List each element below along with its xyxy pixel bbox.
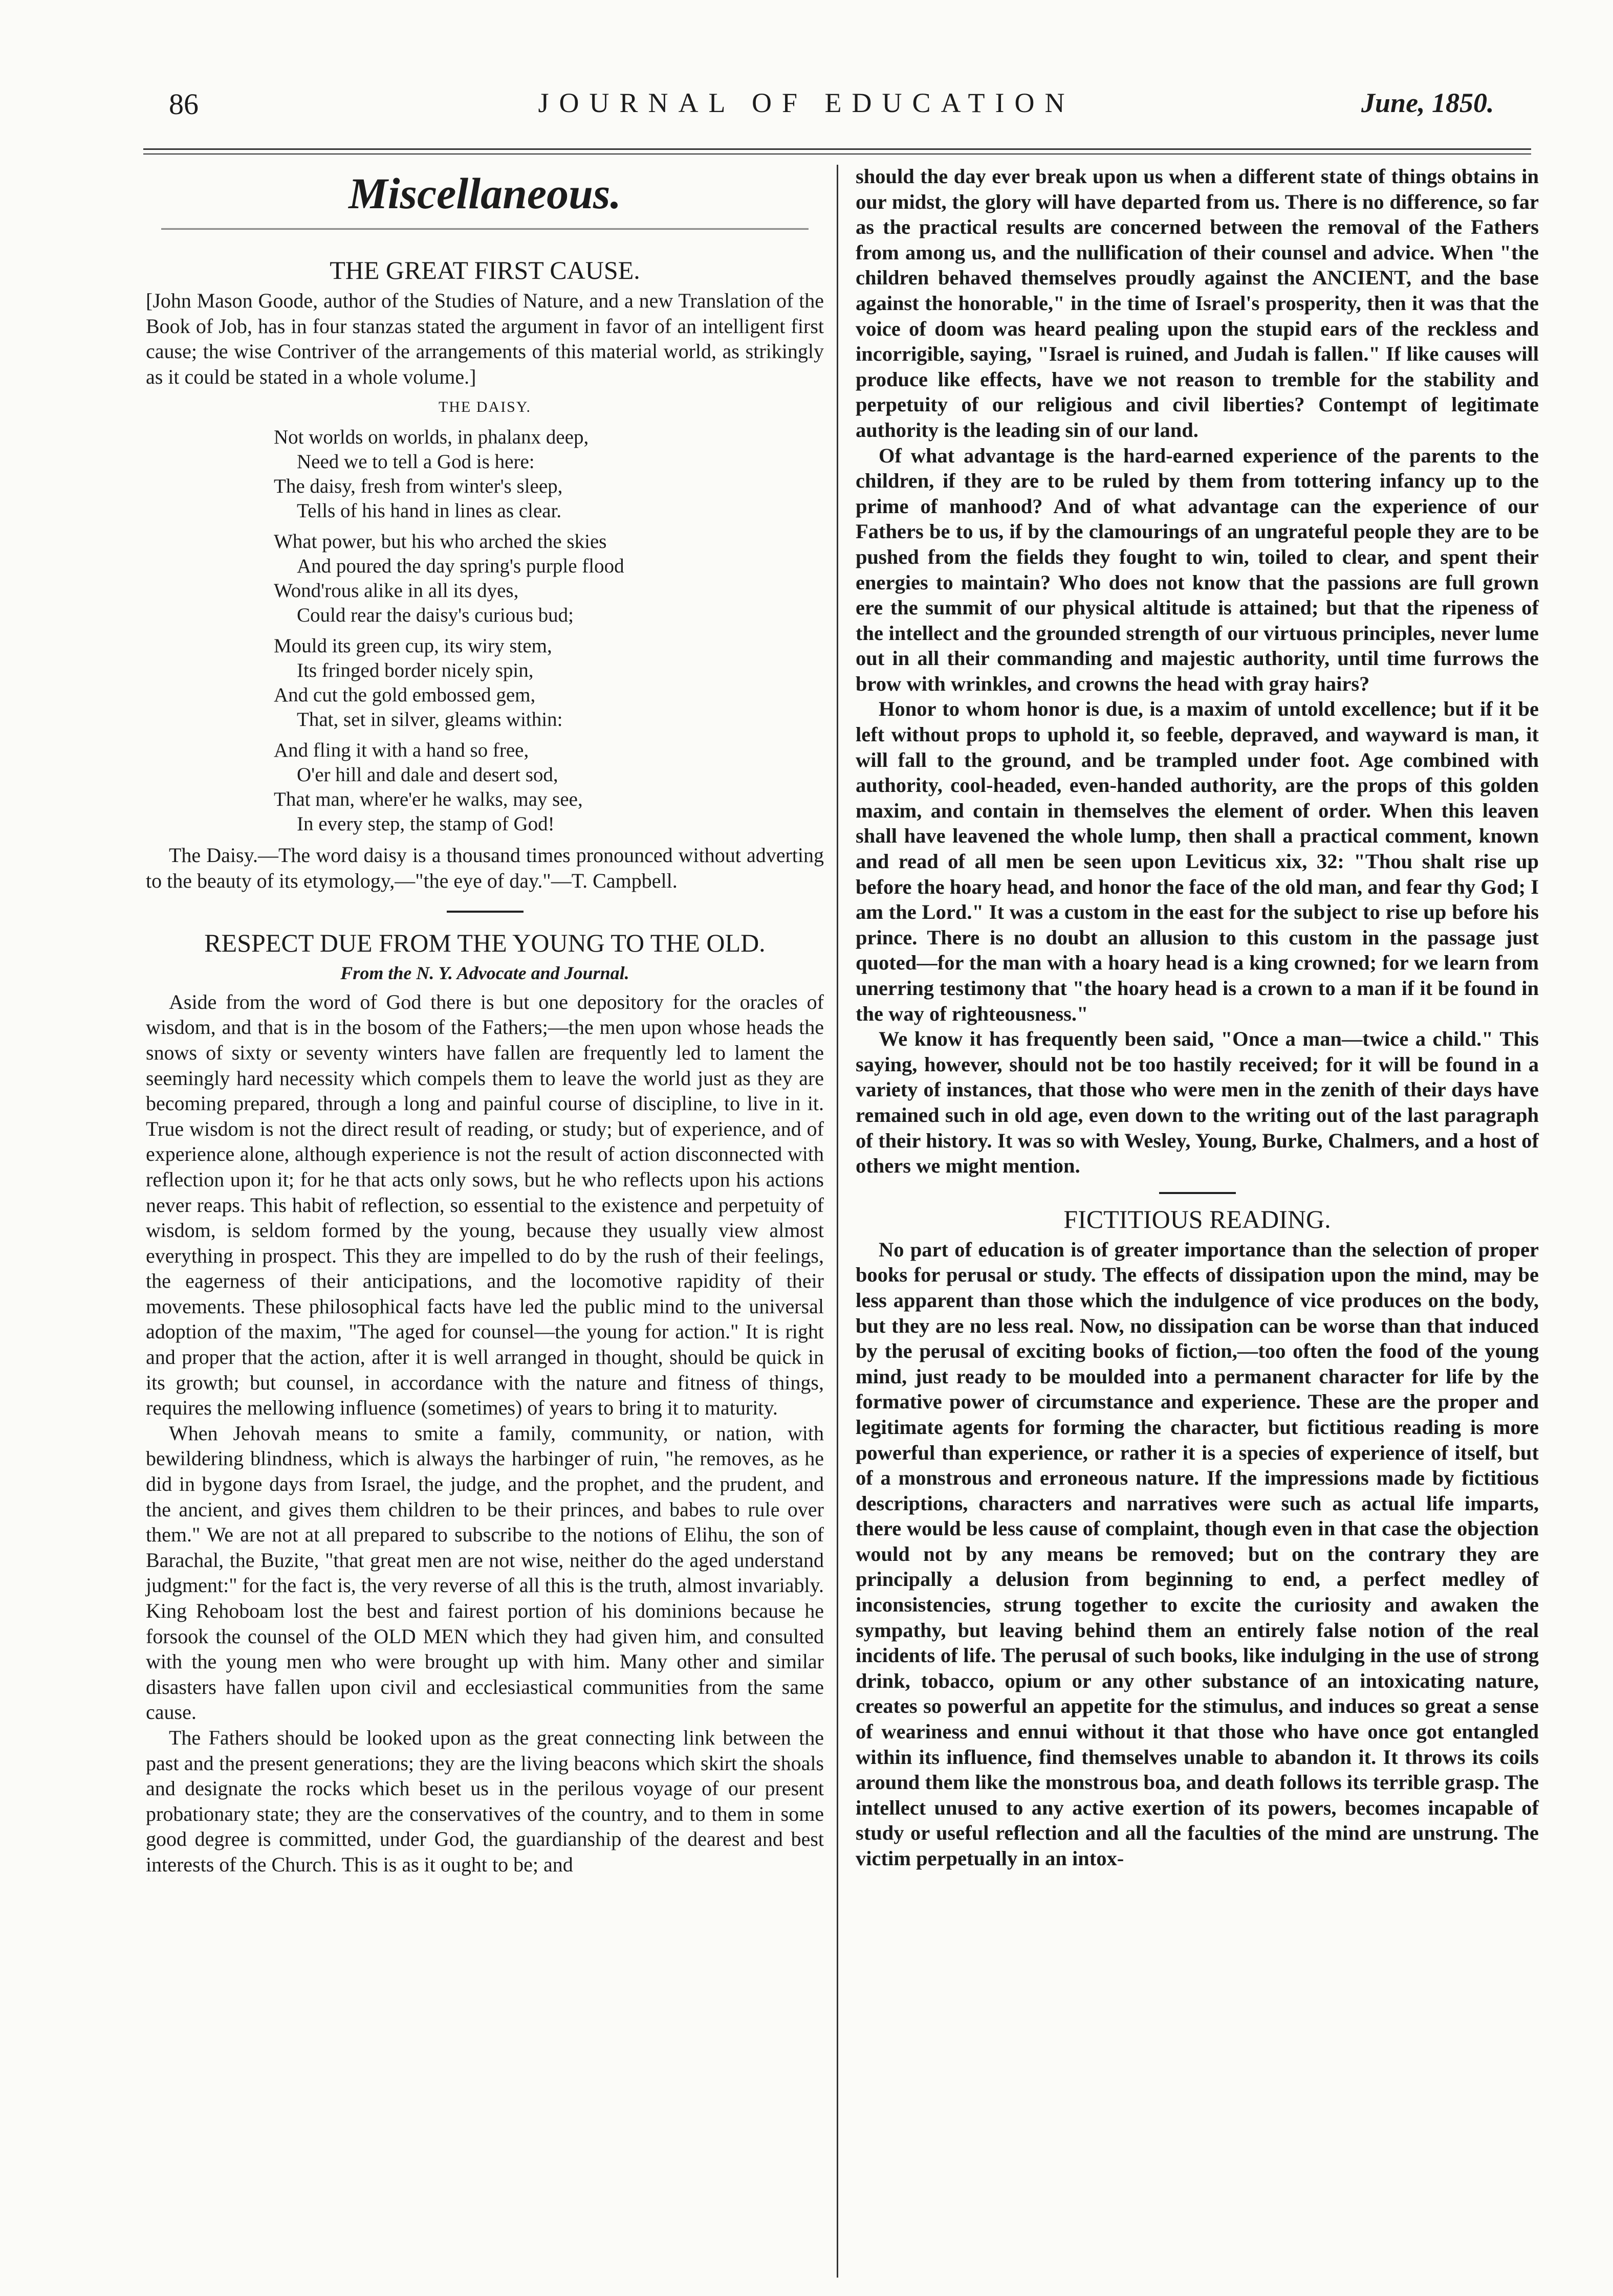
daisy-note: The Daisy.—The word daisy is a thousand times pronounced without adverting to the beauty of its etymology,—"the eye of day."—T. Campbell. (146, 843, 824, 892)
continued-article (856, 164, 1539, 1179)
header-rule (143, 148, 1531, 150)
poem-stanza (274, 529, 824, 628)
paragraph: We know it has frequently been said, "Once a man—twice a child." This saying, however, should not be too hastily received; for it will be found in a variety of instances, that those who were men in the zenith of their days have remained such in old age, even down to the writing out of the last paragraph of their history. It was so with Wesley, Young, Burke, Chalmers, and a host of others we might mention. (856, 1027, 1539, 1178)
section-separator (1159, 1192, 1236, 1194)
poem-line: Not worlds on worlds, in phalanx deep, (274, 426, 589, 448)
paragraph: Aside from the word of God there is but one depository for the oracles of wisdom, and that is in the bosom of the Fathers;—the men upon whose heads the snows of sixty or seventy winters have fallen are frequently led to lament the seemingly hard necessity which compels them to leave the world just as they are becoming prepared, through a long and painful course of discipline, to live in it. True wisdom is not the direct result of reading, or study; but of experience, and of experience alone, although experience is not the result of action disconnected with reflection upon it; for he that acts only sows, but he who reflects upon his actions never reaps. This habit of reflection, so essential to the existence and perpetuity of wisdom, is seldom formed by the young, because they usually view almost everything in prospect. This they are impelled to do by the rush of their feelings, the eagerness of their anticipations, and the locomotive rapidity of their movements. These philosophical facts have led the public mind to the universal adoption of the maxim, "The aged for counsel—the young for action." It is right and proper that the action, after it is well arranged in thought, should be quick in its growth; but counsel, in accordance with the nature and fitness of things, requires the mellowing influence (sometimes) of years to bring it to maturity. (146, 990, 824, 1420)
poem-line: Could rear the daisy's curious bud; (297, 604, 574, 626)
paragraph: Honor to whom honor is due, is a maxim of untold excellence; but if it be left without props to uphold it, so feeble, depraved, and wayward is man, it will fall to the ground, and be trampled under foot. Age combined with authority, cool-headed, even-handed authority, are the props of this golden maxim, and contain in themselves the element of order. When this leaven shall have leavened the whole lump, then shall a practical comment, known and read of all men be seen upon Leviticus xix, 32: "Thou shalt rise up before the hoary head, and honor the face of the old man, and fear thy God; I am the Lord." It was a custom in the east for the subject to rise up before his prince. There is no doubt an allusion to this custom in the passage just quoted—for the man with a hoary head is a king crowned; for we learn from unerring testimony that "the hoary head is a crown to a man if it be found in the way of righteousness." (856, 697, 1539, 1025)
paragraph: should the day ever break upon us when a different state of things obtains in our midst, the glory will have departed from us. There is no difference, so far as the practical results are concerned between the removal of the Fathers from among us, and the nullification of their counsel and advice. When "the children behaved themselves proudly against the ANCIENT, and the base against the honorable," in the time of Israel's prosperity, then it was that the voice of doom was heard pealing upon the stupid ears of the reckless and incorrigible, saying, "Israel is ruined, and Judah is fallen." If like causes will produce like effects, have we not reason to tremble for the stability and perpetuity of our religious and civil liberties? Contempt of legitimate authority is the leading sin of our land. (856, 165, 1539, 441)
poem-line: Tells of his hand in lines as clear. (297, 499, 562, 522)
article-intro: [John Mason Goode, author of the Studies of Nature, and a new Translation of the Book of Job, has in four stanzas stated the argument in favor of an intelligent first cause; the wise Contriver of the arrangements of this material world, as strikingly as it could be stated in a whole volume.] (146, 289, 824, 388)
poem-stanza (274, 425, 824, 523)
page-number: 86 (169, 87, 199, 121)
poem-line: That man, where'er he walks, may see, (274, 788, 583, 810)
wavy-rule (161, 228, 809, 235)
paragraph: No part of education is of greater importance than the selection of proper books for perusal or study. The effects of dissipation upon the mind, may be less apparent than those which the indulgence of vice produces on the body, but they are no less real. Now, no dissipation can be worse than that induced by the perusal of exciting books of fiction,—too often the food of the young mind, just ready to be moulded into a permanent character for life by the formative power of circumstance and experience. These are the proper and legitimate agents for forming the character, but fictitious reading is more powerful than experience, or rather it is a species of experience of itself, but of a monstrous and erroneous nature. If the impressions made by fictitious descriptions, characters and narratives were such as actual life imparts, there would be less cause of complaint, though even in that case the objection would not by any means be removed; but on the contrary they are principally a delusion from beginning to end, a perfect medley of inconsistencies, strung together to excite the curiosity and awaken the sympathy, but leaving behind them an entirely false notion of the real incidents of life. The perusal of such books, like indulging in the use of strong drink, tobacco, opium or any other substance of an intoxicating nature, creates so powerful an appetite for the stimulus, and induces so great a sense of weariness and ennui without it that those who have once got entangled within its influence, find themselves unable to abandon it. It throws its coils around them like the monstrous boa, and death follows its terrible grasp. The intellect unused to any active exertion of its powers, becomes incapable of study or useful reflection and all the faculties of the mind are unstrung. The victim perpetually in an intox- (856, 1238, 1539, 1870)
journal-title: JOURNAL OF EDUCATION (538, 87, 1075, 118)
article-title: RESPECT DUE FROM THE YOUNG TO THE OLD. (204, 929, 766, 958)
article-title: FICTITIOUS READING. (1063, 1204, 1331, 1233)
poem-line: Wond'rous alike in all its dyes, (274, 579, 519, 602)
poem-stanza (274, 634, 824, 732)
paragraph: When Jehovah means to smite a family, community, or nation, with bewildering blindness, which is always the harbinger of ruin, "he removes, as he did in bygone days from Israel, the judge, and the prophet, and the prudent, and the ancient, and gives them children to be their princes, and babes to rule over them." We are not at all prepared to subscribe to the notions of Elihu, the son of Barachal, the Buzite, "that great men are not wise, neither do the aged understand judgment:" for the fact is, the very reverse of all this is the truth, almost invariably. King Rehoboam lost the best and fairest portion of his dominions because he forsook the counsel of the OLD MEN which they had given him, and consulted with the young men who were brought up with him. Many other and similar disasters have fallen upon civil and ecclesiastical communities from the same cause. (146, 1421, 824, 1724)
poem-line: And poured the day spring's purple flood (297, 555, 624, 577)
poem-line: What power, but his who arched the skies (274, 530, 607, 553)
poem-line: And cut the gold embossed gem, (274, 683, 536, 706)
paragraph: The Fathers should be looked upon as the great connecting link between the past and the present generations; they are the living beacons which skirt the shoals and designate the rocks which beset us in the perilous voyage of our present probationary state; they are the conservatives of the country, and to them in some good degree is committed, under God, the guardianship of the dearest and best interests of the Church. This is as it ought to be; and (146, 1726, 824, 1876)
poem-line: And fling it with a hand so free, (274, 739, 529, 761)
issue-date: June, 1850. (1361, 87, 1494, 118)
poem-title: THE DAISY. (438, 399, 532, 416)
header-rule-inner (143, 153, 1531, 154)
poem (274, 425, 824, 836)
poem-line: Mould its green cup, its wiry stem, (274, 634, 552, 657)
poem-stanza (274, 738, 824, 836)
poem-line: The daisy, fresh from winter's sleep, (274, 475, 563, 497)
poem-line: Need we to tell a God is here: (297, 450, 535, 473)
poem-line: In every step, the stamp of God! (297, 812, 555, 835)
right-column (856, 164, 1539, 1871)
poem-line: That, set in silver, gleams within: (297, 708, 563, 731)
column-divider (837, 165, 838, 2278)
poem-line: O'er hill and dale and desert sod, (297, 763, 558, 786)
article-title: THE GREAT FIRST CAUSE. (330, 256, 640, 284)
paragraph: Of what advantage is the hard-earned experience of the parents to the children, if they are to be ruled by them from tottering infancy up to the prime of manhood? And of what advantage can the experience of our Fathers be to us, if by the clamourings of an ungrateful people they are to be pushed from the fields they fought to win, toiled to clear, and spent their energies to maintain? Who does not know that the passions are full grown ere the summit of our physical altitude is attained; but that the ripeness of the intellect and the grounded strength of our virtuous principles, never lume out in all their commanding and majestic authority, until time furrows the brow with wrinkles, and crowns the head with gray hairs? (856, 444, 1539, 695)
section-separator (447, 911, 524, 913)
section-heading: Miscellaneous. (348, 169, 621, 218)
poem-line: Its fringed border nicely spin, (297, 659, 534, 681)
article-source: From the N. Y. Advocate and Journal. (340, 963, 629, 984)
left-column (146, 164, 824, 1878)
